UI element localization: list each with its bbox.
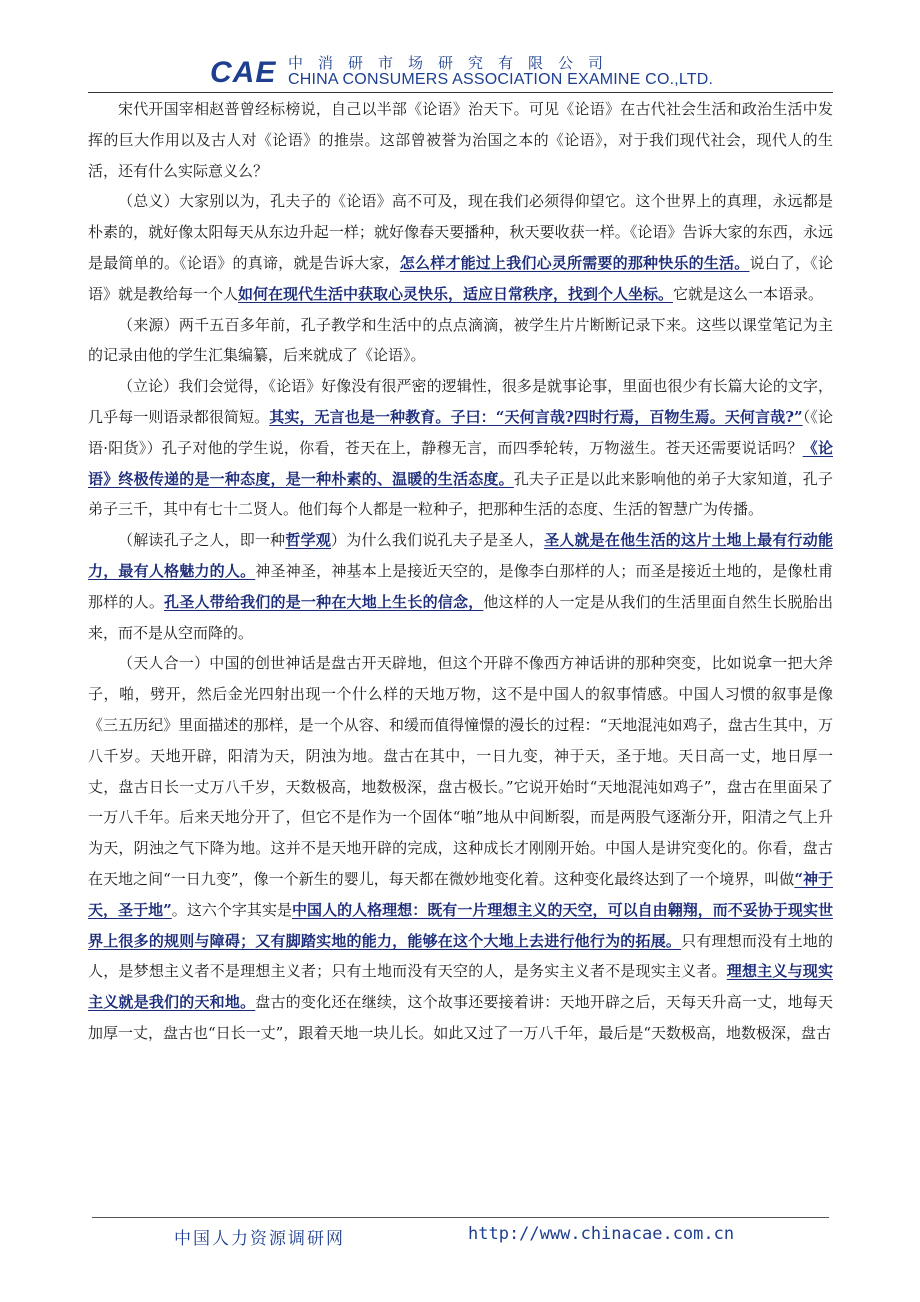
text-run: 只有理想而没有土地的人，是梦想主义者不是理想主义者；只有土地而没有天空的人，是务实主义者不是现实主义者。 <box>88 931 833 981</box>
company-name-cn: 中消研市场研究有限公司 <box>288 54 619 72</box>
footer-url: http://www.chinacae.com.cn <box>468 1224 735 1244</box>
text-run: 说白了，《论语》就是教给每一个人 <box>88 253 833 303</box>
highlighted-text: 哲学观 <box>285 531 332 550</box>
paragraph <box>88 648 833 1048</box>
text-run: （《论语·阳货》）孔子对他的学生说，你看，苍天在上，静穆无言，而四季轮转，万物滋生。苍天还需要说话吗？ <box>88 407 833 457</box>
paragraph <box>88 94 833 186</box>
highlighted-text: 理想主义与现实主义就是我们的天和地。 <box>88 962 833 1012</box>
text-run: （立论）我们会觉得，《论语》好像没有很严密的逻辑性，很多是就事论事，里面也很少有长篇大论的文字，几乎每一则语录都很简短。 <box>88 377 833 426</box>
text-run: （总义）大家别以为，孔夫子的《论语》高不可及，现在我们必须得仰望它。这个世界上的真理，永远都是朴素的，就好像太阳每天从东边升起一样；就好像春天要播种，秋天要收获一样。《论语》告诉大家的东西，永远是最简单的。《论语》的真谛，就是告诉大家， <box>88 192 833 272</box>
highlighted-text: 子曰：“天何言哉?四时行焉，百物生焉。天何言哉?” <box>450 407 803 426</box>
document-body <box>88 94 833 1049</box>
footer-site-name: 中国人力资源调研网 <box>174 1229 345 1249</box>
paragraph <box>88 525 833 648</box>
text-run: （解读孔子之人，即一种 <box>118 531 286 550</box>
highlighted-text: 怎么样才能过上我们心灵所需要的那种快乐的生活。 <box>399 253 750 272</box>
header-divider <box>88 92 833 93</box>
footer-divider <box>92 1217 829 1218</box>
page-header <box>88 50 833 92</box>
paragraph <box>88 186 833 309</box>
company-name-en: CHINA CONSUMERS ASSOCIATION EXAMINE CO.,LTD. <box>288 71 714 88</box>
highlighted-text: “神于天，圣于地” <box>88 869 833 919</box>
cae-logo: CAE <box>210 56 277 89</box>
highlighted-text: 中国人的人格理想：既有一片理想主义的天空，可以自由翱翔，而不妥协于现实世界上很多的规则与障碍；又有脚踏实地的能力，能够在这个大地上去进行他行为的拓展。 <box>88 900 833 950</box>
highlighted-text: 《论语》终极传递的是一种态度，是一种朴素的、温暖的生活态度。 <box>88 438 833 488</box>
text-run: 盘古的变化还在继续，这个故事还要接着讲：天地开辟之后，天每天升高一丈，地每天加厚一丈，盘古也“日长一丈”，跟着天地一块儿长。如此又过了一万八千年，最后是“天数极高，地数极深，盘古 <box>88 993 833 1042</box>
highlighted-text: 孔圣人带给我们的是一种在大地上生长的信念， <box>164 592 484 611</box>
text-run: 孔夫子正是以此来影响他的弟子大家知道，孔子弟子三千，其中有七十二贤人。他们每个人都是一粒种子，把那种生活的态度、生活的智慧广为传播。 <box>88 469 833 519</box>
text-run: （天人合一）中国的创世神话是盘古开天辟地，但这个开辟不像西方神话讲的那种突变，比如说拿一把大斧子，啪，劈开，然后金光四射出现一个什么样的天地万物，这不是中国人的叙事情感。中国人习惯的叙事是像《三五历纪》里面描述的那样，是一个从容、和缓而值得憧憬的漫长的过程：“天地混沌如鸡子，盘古生其中，万八千岁。天地开辟，阳清为天，阴浊为地。盘古在其中，一日九变，神于天，圣于地。天日高一丈，地日厚一丈，盘古日长一丈万八千岁，天数极高，地数极深，盘古极长。”它说开始时“天地混沌如鸡子”，盘古在里面呆了一万八千年。后来天地分开了，但它不是作为一个固体“啪”地从中间断裂，而是两股气逐渐分开，阳清之气上升为天，阴浊之气下降为地。这并不是天地开辟的完成，这种成长才刚刚开始。中国人是讲究变化的。你看，盘古在天地之间“一日九变”，像一个新生的婴儿，每天都在微妙地变化着。这种变化最终达到了一个境界，叫做 <box>88 654 833 888</box>
text-run: （来源）两千五百多年前，孔子教学和生活中的点点滴滴，被学生片片断断记录下来。这些以课堂笔记为主的记录由他的学生汇集编纂，后来就成了《论语》。 <box>88 315 833 365</box>
highlighted-text: 圣人就是在他生活的这片土地上最有行动能力，最有人格魅力的人。 <box>88 531 833 580</box>
text-run: 宋代开国宰相赵普曾经标榜说，自己以半部《论语》治天下。可见《论语》在古代社会生活和政治生活中发挥的巨大作用以及古人对《论语》的推崇。这部曾被誉为治国之本的《论语》，对于我们现代社会，现代人的生活，还有什么实际意义么？ <box>88 100 833 180</box>
paragraph <box>88 371 833 525</box>
highlighted-text: 其实，无言也是一种教育。 <box>269 407 451 426</box>
paragraph <box>88 310 833 372</box>
highlighted-text: 如何在现代生活中获取心灵快乐，适应日常秩序，找到个人坐标。 <box>238 284 674 303</box>
text-run: 。这六个字其实是 <box>171 900 293 919</box>
text-run: 神圣神圣，神基本上是接近天空的，是像李白那样的人；而圣是接近土地的，是像杜甫那样的人。 <box>88 561 833 611</box>
text-run: 他这样的人一定是从我们的生活里面自然生长脱胎出来，而不是从空而降的。 <box>88 592 833 642</box>
text-run: 它就是这么一本语录。 <box>673 284 824 303</box>
text-run: ）为什么我们说孔夫子是圣人， <box>331 531 545 550</box>
